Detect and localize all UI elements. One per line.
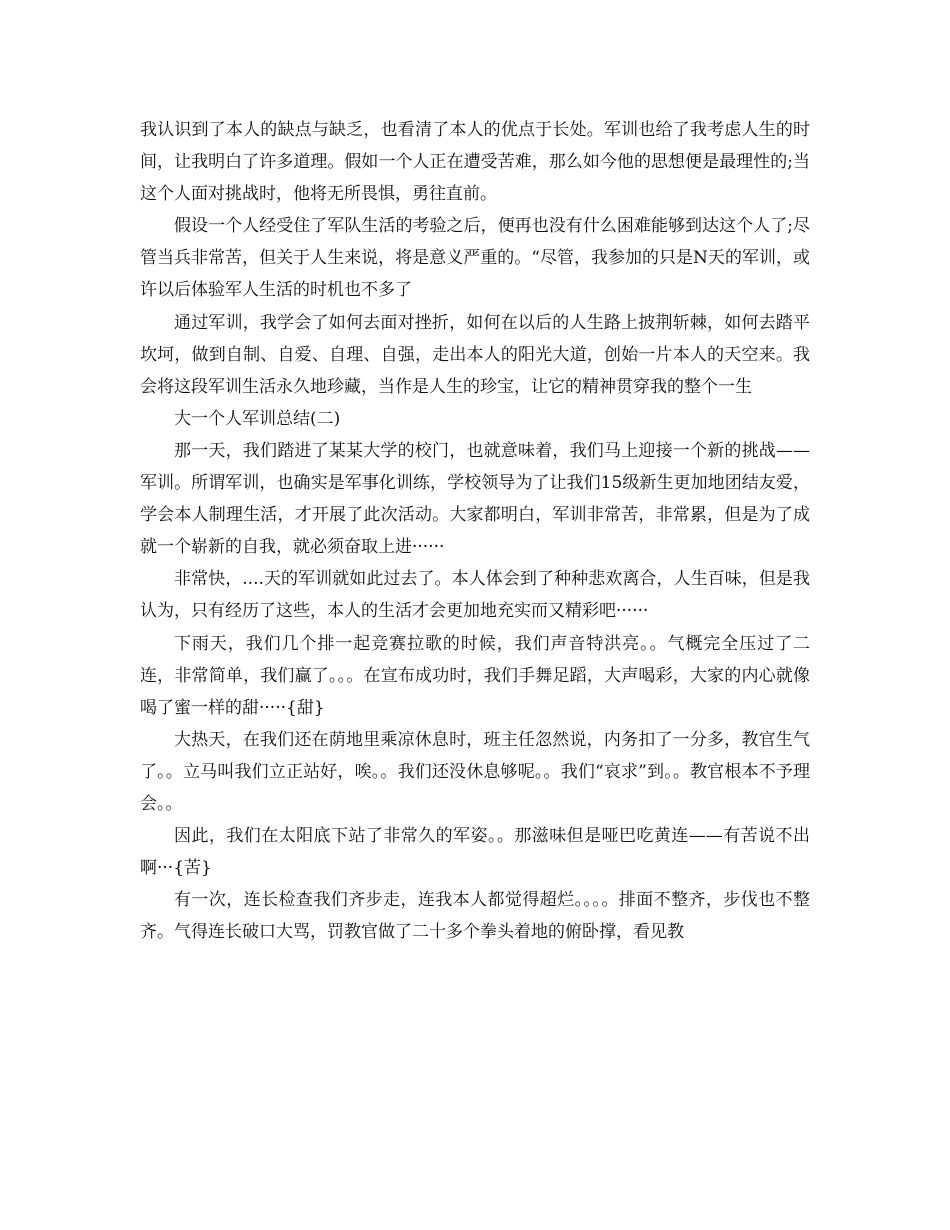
- paragraph-1: 我认识到了本人的缺点与缺乏，也看清了本人的优点于长处。军训也给了我考虑人生的时间，让我明白了许多道理。假如一个人正在遭受苦难，那么如今他的思想便是最理性的;当这个人面对挑战时，他将无所畏惧，勇往直前。: [140, 120, 810, 205]
- paragraph-5: 那一天，我们踏进了某某大学的校门，也就意味着，我们马上迎接一个新的挑战——军训。所谓军训，也确实是军事化训练，学校领导为了让我们15级新生更加地团结友爱，学会本人制理生活，才开展了此次活动。大家都明白，军训非常苦，非常累，但是为了成就一个崭新的自我，就必须奋取上进······: [140, 440, 810, 558]
- paragraph-10: 有一次，连长检查我们齐步走，连我本人都觉得超烂。。。。排面不整齐，步伐也不整齐。气得连长破口大骂，罚教官做了二十多个拳头着地的俯卧撑，看见教: [140, 890, 810, 943]
- paragraph-2: 假设一个人经受住了军队生活的考验之后，便再也没有什么困难能够到达这个人了;尽管当兵非常苦，但关于人生来说，将是意义严重的。“尽管，我参加的只是N天的军训，或许以后体验军人生活的时机也不多了: [140, 216, 810, 301]
- paragraph-7: 下雨天，我们几个排一起竞赛拉歌的时候，我们声音特洪亮。。气概完全压过了二连，非常简单，我们赢了。。。在宣布成功时，我们手舞足蹈，大声喝彩，大家的内心就像喝了蜜一样的甜·····{甜}: [140, 633, 810, 718]
- section-heading: 大一个人军训总结(二): [174, 408, 341, 429]
- paragraph-8: 大热天，在我们还在荫地里乘凉休息时，班主任忽然说，内务扣了一分多，教官生气了。。立马叫我们立正站好，唉。。我们还没休息够呢。。我们“哀求”到。。教官根本不予理会。。: [140, 729, 810, 814]
- paragraph-6: 非常快，....天的军训就如此过去了。本人体会到了种种悲欢离合，人生百味，但是我认为，只有经历了这些，本人的生活才会更加地充实而又精彩吧······: [140, 569, 810, 622]
- paragraph-3: 通过军训，我学会了如何去面对挫折，如何在以后的人生路上披荆斩棘，如何去踏平坎坷，做到自制、自爱、自理、自强，走出本人的阳光大道，创始一片本人的天空来。我会将这段军训生活永久地珍藏，当作是人生的珍宝，让它的精神贯穿我的整个一生: [140, 312, 810, 397]
- paragraph-9: 因此，我们在太阳底下站了非常久的军姿。。那滋味但是哑巴吃黄连——有苦说不出啊···{苦}: [140, 826, 810, 879]
